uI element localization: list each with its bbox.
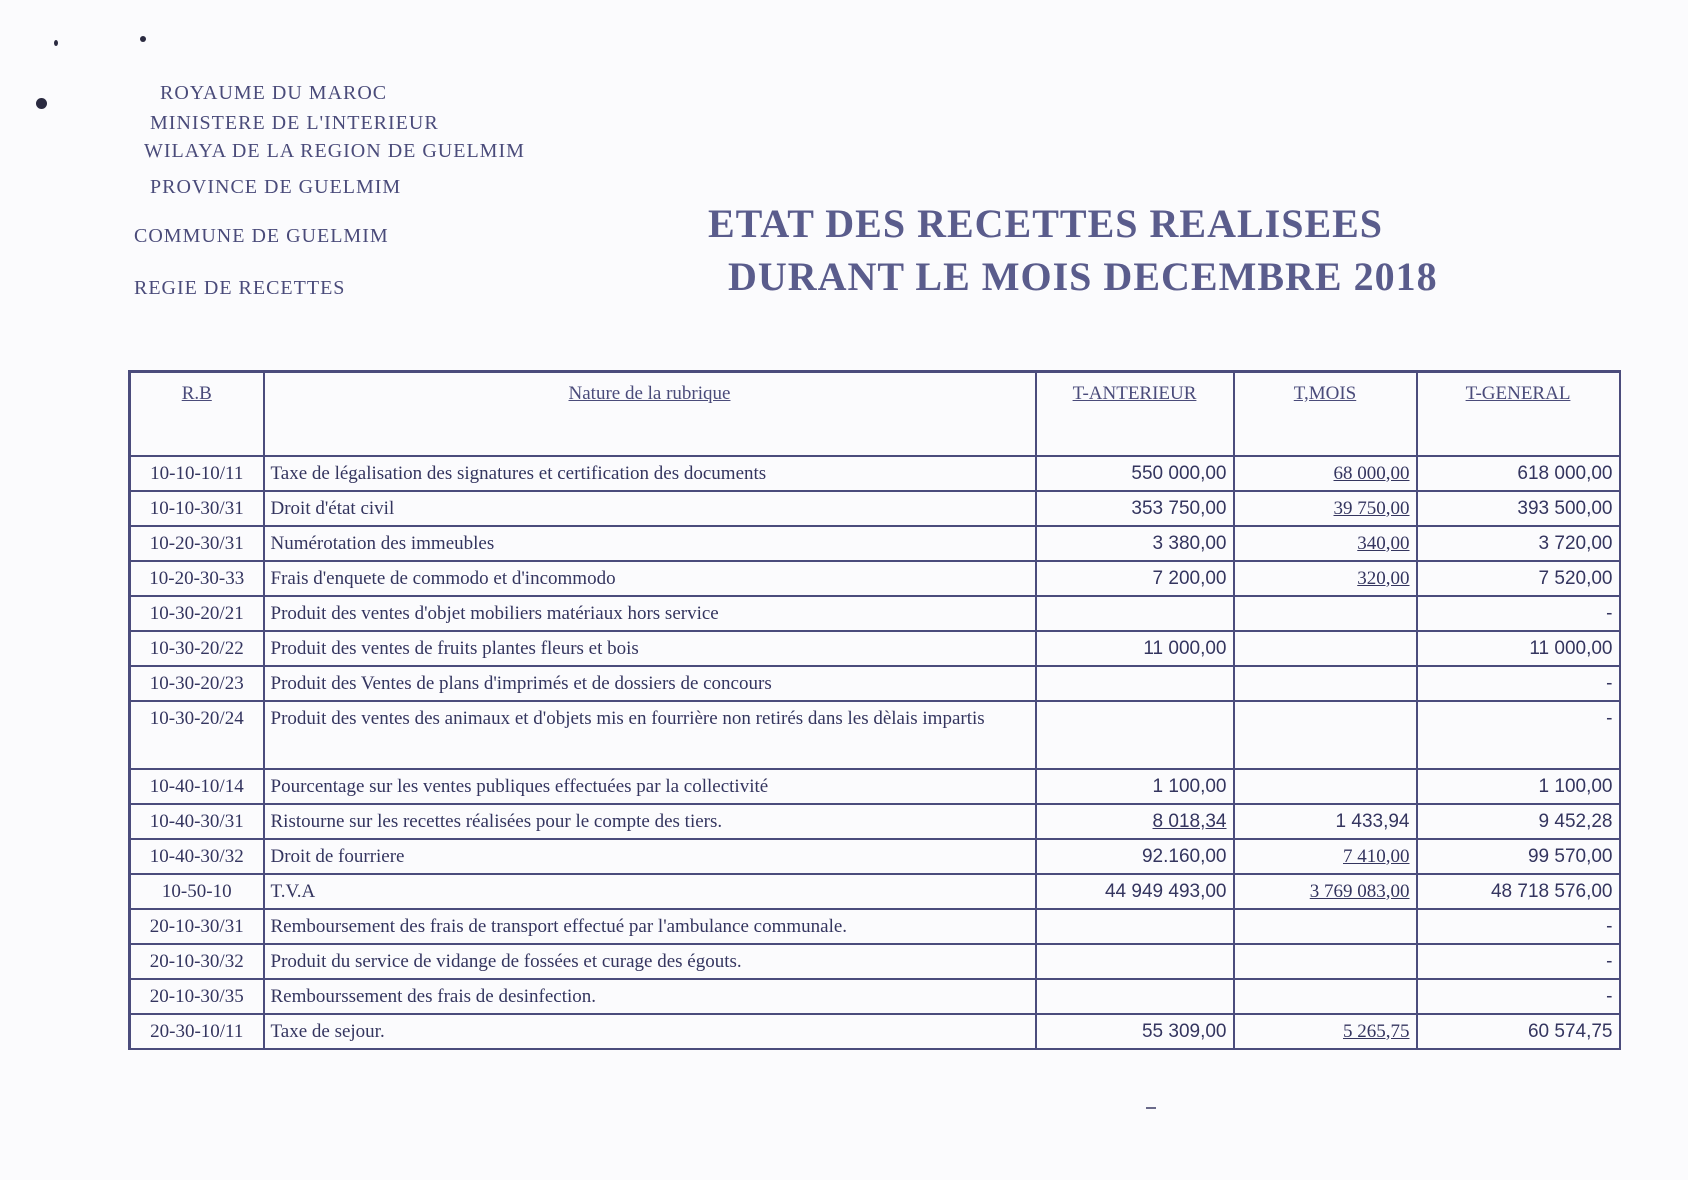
cell-nature: Numérotation des immeubles: [264, 526, 1036, 561]
cell-anterieur: [1036, 804, 1234, 839]
cell-anterieur: 353 750,00: [1036, 491, 1234, 526]
cell-mois-value: 320,00: [1357, 567, 1410, 589]
cell-nature: Produit du service de vidange de fossées et curage des égouts.: [264, 944, 1036, 979]
cell-mois: [1234, 909, 1417, 944]
cell-nature: Ristourne sur les recettes réalisées pour le compte des tiers.: [264, 804, 1036, 839]
cell-general: 3 720,00: [1417, 526, 1620, 561]
table-row: [130, 666, 1620, 701]
table-row: [130, 874, 1620, 909]
column-header-anterieur: T-ANTERIEUR: [1036, 372, 1234, 457]
cell-nature: Droit de fourriere: [264, 839, 1036, 874]
cell-rb: 10-30-20/22: [130, 631, 264, 666]
cell-nature: Produit des Ventes de plans d'imprimés et de dossiers de concours: [264, 666, 1036, 701]
cell-anterieur: 44 949 493,00: [1036, 874, 1234, 909]
cell-rb: 10-50-10: [130, 874, 264, 909]
cell-anterieur: 55 309,00: [1036, 1014, 1234, 1049]
cell-mois: [1234, 839, 1417, 874]
cell-general: -: [1417, 979, 1620, 1014]
table-row: [130, 456, 1620, 491]
table-row: [130, 491, 1620, 526]
cell-mois-value: 5 265,75: [1343, 1020, 1410, 1042]
cell-general: 60 574,75: [1417, 1014, 1620, 1049]
column-header-rb: R.B: [130, 372, 264, 457]
header-line-commune: COMMUNE DE GUELMIM: [134, 225, 389, 247]
cell-anterieur: 11 000,00: [1036, 631, 1234, 666]
table-row: [130, 631, 1620, 666]
table-row: [130, 596, 1620, 631]
cell-rb: 10-20-30-33: [130, 561, 264, 596]
cell-general: 99 570,00: [1417, 839, 1620, 874]
cell-mois-value: 68 000,00: [1333, 462, 1410, 484]
header-line-royaume: ROYAUME DU MAROC: [160, 82, 388, 104]
scan-speck: [36, 98, 47, 109]
cell-anterieur: [1036, 909, 1234, 944]
cell-general: 11 000,00: [1417, 631, 1620, 666]
cell-mois: [1234, 456, 1417, 491]
table-row: [130, 1014, 1620, 1049]
cell-rb: 10-40-10/14: [130, 769, 264, 804]
cell-nature: Produit des ventes d'objet mobiliers matériaux hors service: [264, 596, 1036, 631]
cell-nature: Pourcentage sur les ventes publiques effectuées par la collectivité: [264, 769, 1036, 804]
document-title-line2: DURANT LE MOIS DECEMBRE 2018: [728, 254, 1438, 299]
cell-mois: [1234, 526, 1417, 561]
cell-rb: 20-10-30/31: [130, 909, 264, 944]
cell-anterieur: 92.160,00: [1036, 839, 1234, 874]
cell-rb: 20-30-10/11: [130, 1014, 264, 1049]
header-line-province: PROVINCE DE GUELMIM: [150, 176, 402, 198]
cell-mois-value: 3 769 083,00: [1309, 880, 1410, 902]
table-row: [130, 526, 1620, 561]
cell-general: -: [1417, 909, 1620, 944]
cell-rb: 20-10-30/35: [130, 979, 264, 1014]
cell-general: 9 452,28: [1417, 804, 1620, 839]
table-row: [130, 944, 1620, 979]
cell-rb: 10-40-30/31: [130, 804, 264, 839]
table-header-row: [130, 372, 1620, 457]
cell-anterieur: [1036, 666, 1234, 701]
cell-mois: [1234, 701, 1417, 769]
cell-mois-value: 39 750,00: [1333, 497, 1410, 519]
cell-general: 7 520,00: [1417, 561, 1620, 596]
cell-nature: Frais d'enquete de commodo et d'incommodo: [264, 561, 1036, 596]
cell-mois: [1234, 596, 1417, 631]
cell-general: 1 100,00: [1417, 769, 1620, 804]
cell-mois: [1234, 561, 1417, 596]
cell-nature: Produit des ventes de fruits plantes fleurs et bois: [264, 631, 1036, 666]
cell-nature: Taxe de sejour.: [264, 1014, 1036, 1049]
cell-anterieur-value: 8 018,34: [1152, 810, 1227, 832]
cell-rb: 10-30-20/23: [130, 666, 264, 701]
cell-mois: [1234, 491, 1417, 526]
cell-nature: T.V.A: [264, 874, 1036, 909]
cell-general: -: [1417, 596, 1620, 631]
cell-rb: 10-30-20/21: [130, 596, 264, 631]
cell-nature: Rembourssement des frais de desinfection.: [264, 979, 1036, 1014]
cell-anterieur: [1036, 701, 1234, 769]
scan-speck: [54, 40, 58, 46]
cell-general: -: [1417, 666, 1620, 701]
column-header-nature: Nature de la rubrique: [264, 372, 1036, 457]
cell-nature: Remboursement des frais de transport effectué par l'ambulance communale.: [264, 909, 1036, 944]
cell-mois: [1234, 874, 1417, 909]
cell-general: 393 500,00: [1417, 491, 1620, 526]
table-row: [130, 769, 1620, 804]
cell-rb: 10-10-10/11: [130, 456, 264, 491]
cell-nature: Produit des ventes des animaux et d'objets mis en fourrière non retirés dans les dèlais impartis: [264, 701, 1036, 769]
document-title-line1: ETAT DES RECETTES REALISEES: [708, 201, 1384, 246]
header-line-wilaya: WILAYA DE LA REGION DE GUELMIM: [144, 140, 525, 162]
cell-anterieur: 1 100,00: [1036, 769, 1234, 804]
table-row: [130, 909, 1620, 944]
table-row: [130, 979, 1620, 1014]
cell-mois: [1234, 1014, 1417, 1049]
recettes-table: [128, 370, 1621, 1050]
cell-rb: 20-10-30/32: [130, 944, 264, 979]
cell-mois: [1234, 769, 1417, 804]
cell-anterieur: [1036, 596, 1234, 631]
cell-mois: 1 433,94: [1234, 804, 1417, 839]
cell-mois-value: 7 410,00: [1343, 845, 1410, 867]
cell-mois: [1234, 631, 1417, 666]
header-line-regie: REGIE DE RECETTES: [134, 277, 346, 299]
table-row: [130, 839, 1620, 874]
column-header-general: T-GENERAL: [1417, 372, 1620, 457]
cell-general: -: [1417, 944, 1620, 979]
scan-mark: [1146, 1107, 1156, 1109]
cell-nature: Droit d'état civil: [264, 491, 1036, 526]
cell-rb: 10-30-20/24: [130, 701, 264, 769]
cell-anterieur: 550 000,00: [1036, 456, 1234, 491]
cell-anterieur: 7 200,00: [1036, 561, 1234, 596]
table-row: [130, 701, 1620, 769]
cell-rb: 10-10-30/31: [130, 491, 264, 526]
cell-anterieur: 3 380,00: [1036, 526, 1234, 561]
cell-mois: [1234, 979, 1417, 1014]
cell-nature: Taxe de légalisation des signatures et certification des documents: [264, 456, 1036, 491]
scan-speck: [140, 36, 146, 42]
cell-anterieur: [1036, 944, 1234, 979]
cell-general: -: [1417, 701, 1620, 769]
cell-mois: [1234, 666, 1417, 701]
cell-rb: 10-40-30/32: [130, 839, 264, 874]
cell-mois-value: 340,00: [1357, 532, 1410, 554]
column-header-mois: T,MOIS: [1234, 372, 1417, 457]
cell-general: 618 000,00: [1417, 456, 1620, 491]
cell-rb: 10-20-30/31: [130, 526, 264, 561]
cell-anterieur: [1036, 979, 1234, 1014]
table-row: [130, 561, 1620, 596]
cell-general: 48 718 576,00: [1417, 874, 1620, 909]
table-row: [130, 804, 1620, 839]
cell-mois: [1234, 944, 1417, 979]
header-line-ministere: MINISTERE DE L'INTERIEUR: [150, 112, 439, 134]
